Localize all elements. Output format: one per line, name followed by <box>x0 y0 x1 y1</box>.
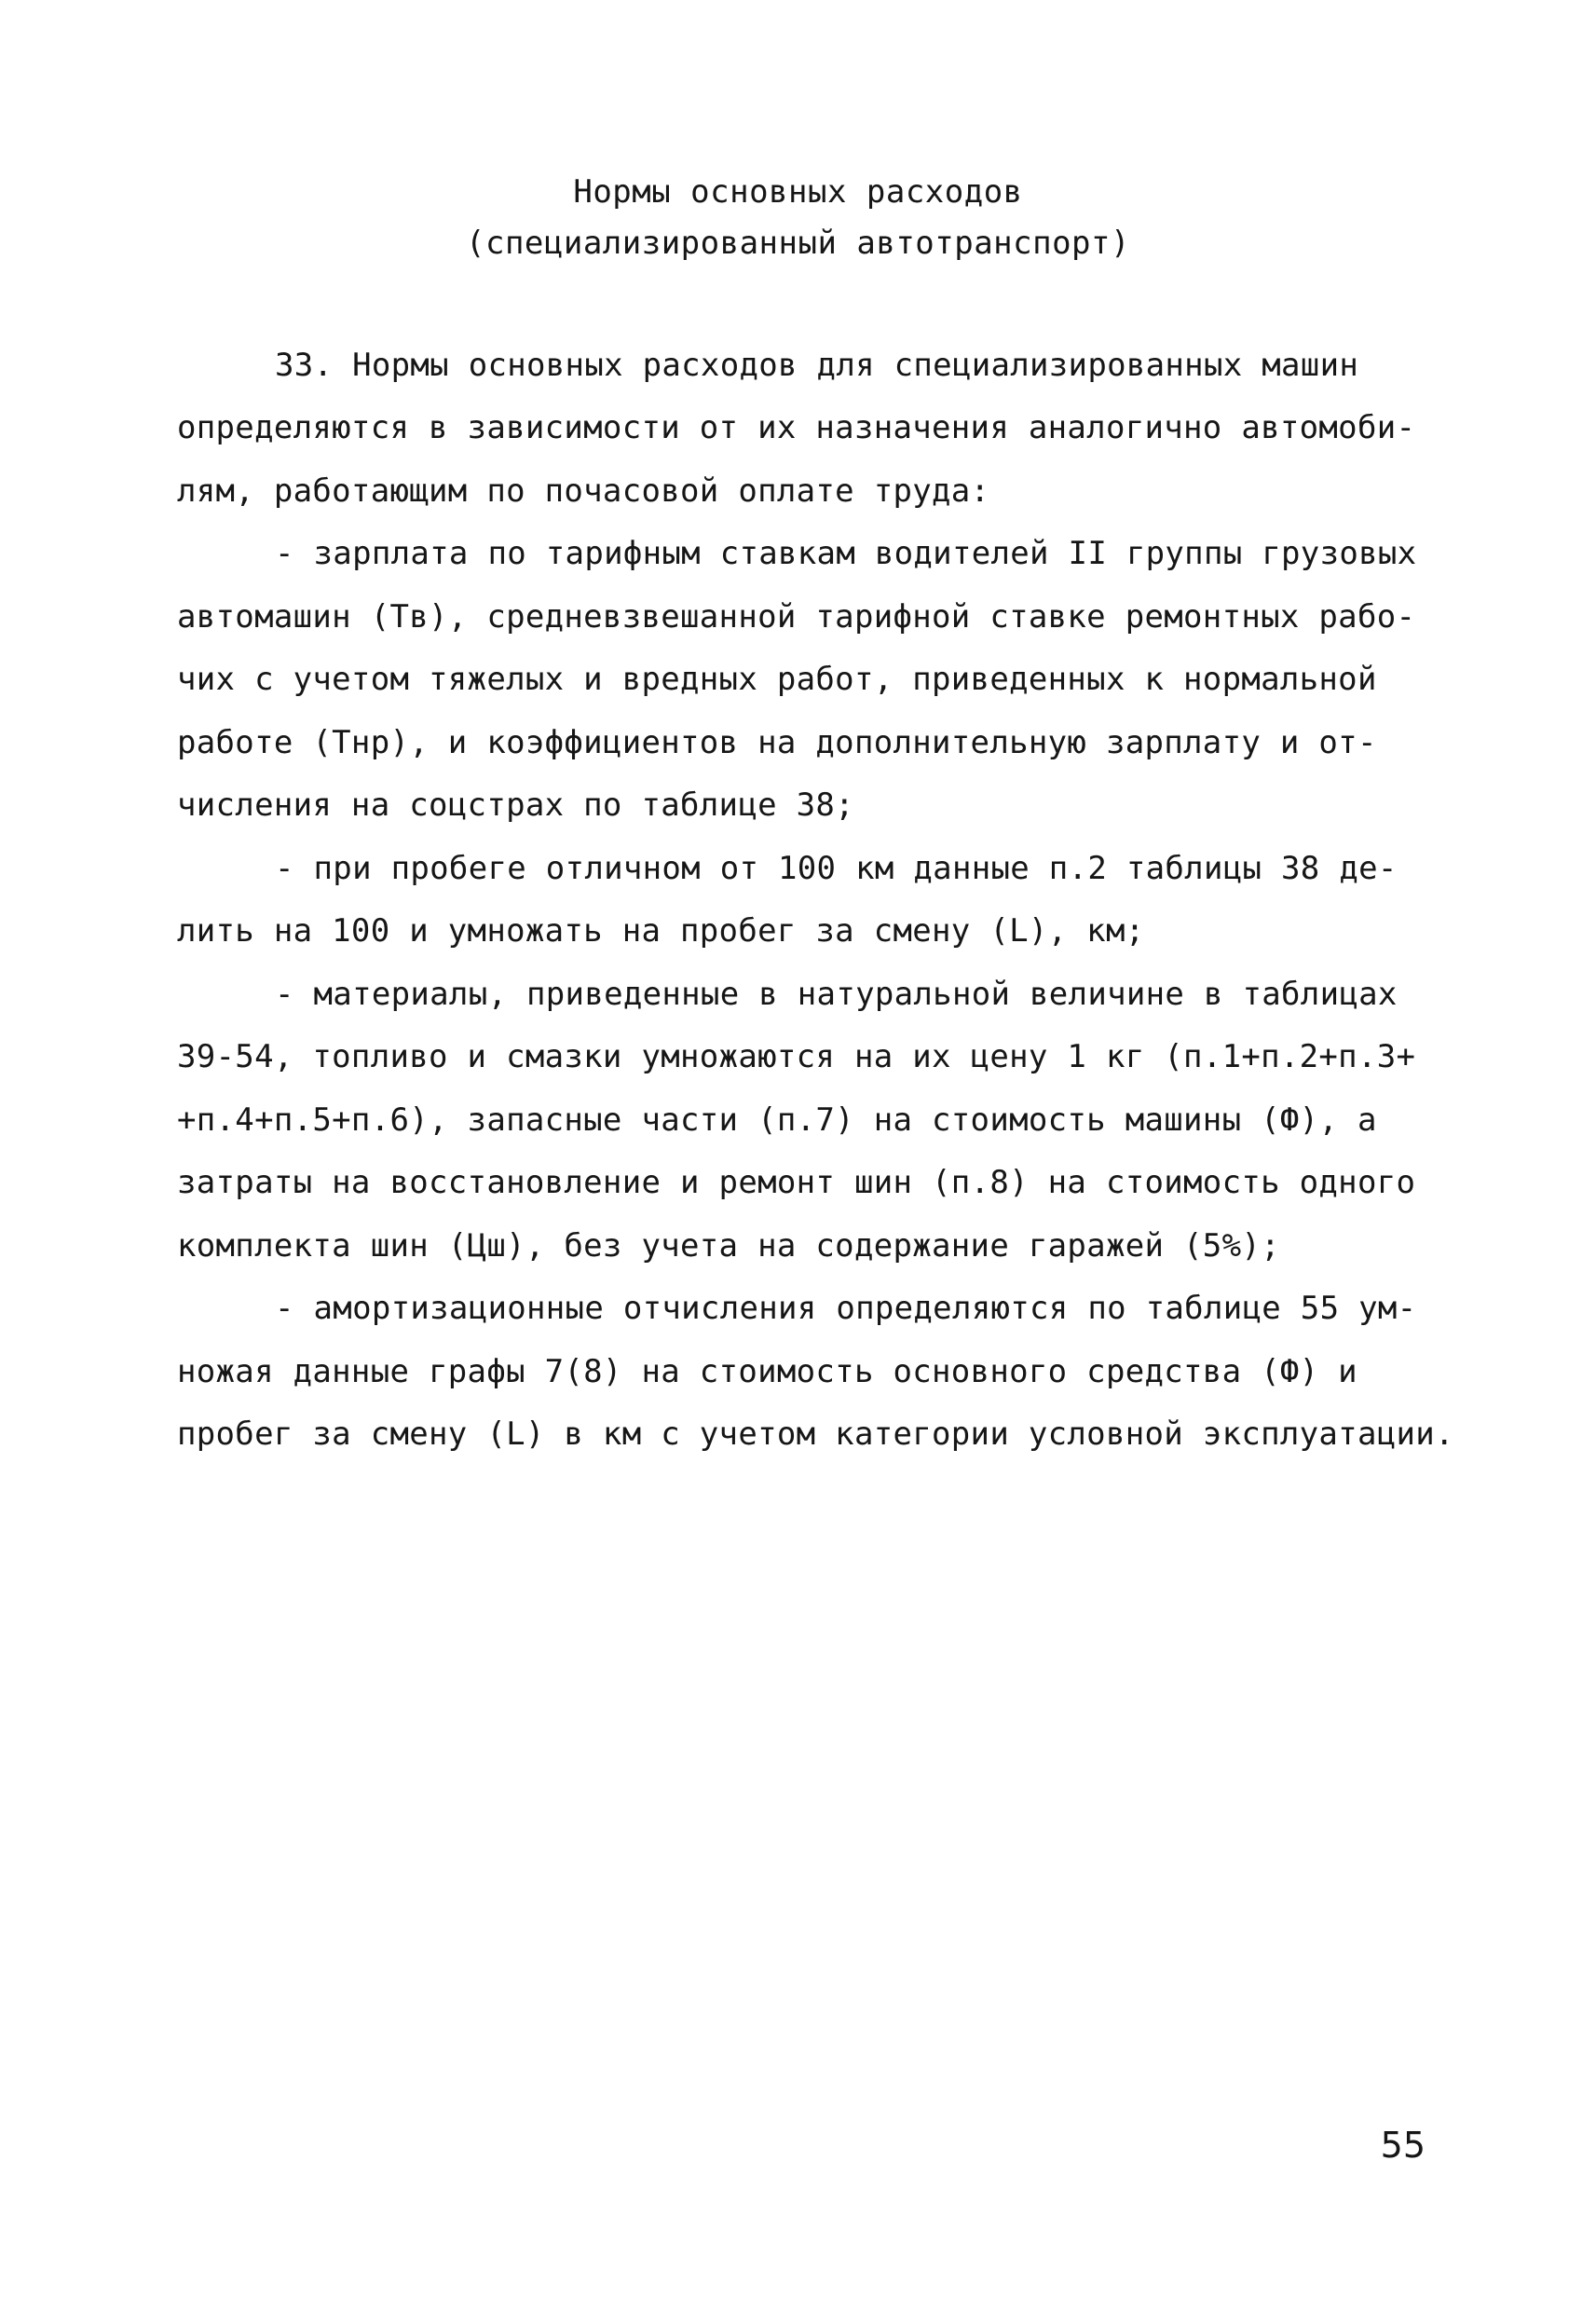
body-line: 33. Нормы основных расходов для специализированных машин <box>275 347 1359 384</box>
body-line: пробег за смену (L) в км с учетом категории условной эксплуатации. <box>177 1415 1454 1453</box>
page-number: 55 <box>1380 2125 1425 2166</box>
body-line: - зарплата по тарифным ставкам водителей II группы грузовых <box>275 535 1417 572</box>
body-line: комплекта шин (Цш), без учета на содержание гаражей (5%); <box>177 1227 1280 1265</box>
body-line: ножая данные графы 7(8) на стоимость основного средства (Ф) и <box>177 1353 1357 1390</box>
body-line: определяются в зависимости от их назначения аналогично автомоби- <box>177 409 1416 446</box>
body-line: числения на соцстрах по таблице 38; <box>177 786 854 824</box>
body-line: затраты на восстановление и ремонт шин (п.8) на стоимость одного <box>177 1164 1416 1201</box>
body-line: +п.4+п.5+п.6), запасные части (п.7) на стоимость машины (Ф), а <box>177 1101 1377 1139</box>
body-line: 39-54, топливо и смазки умножаются на их цену 1 кг (п.1+п.2+п.3+ <box>177 1038 1416 1075</box>
body-line: - амортизационные отчисления определяются по таблице 55 ум- <box>275 1290 1417 1327</box>
body-line: - при пробеге отличном от 100 км данные п.2 таблицы 38 де- <box>275 850 1398 887</box>
body-line: автомашин (Тв), средневзвешанной тарифной ставке ремонтных рабо- <box>177 598 1416 636</box>
body-line: чих с учетом тяжелых и вредных работ, приведенных к нормальной <box>177 661 1377 698</box>
document-subtitle: (специализированный автотранспорт) <box>466 225 1130 262</box>
document-title: Нормы основных расходов <box>573 173 1023 211</box>
body-line: лям, работающим по почасовой оплате труда: <box>177 472 990 510</box>
body-line: - материалы, приведенные в натуральной величине в таблицах <box>275 976 1398 1013</box>
body-line: лить на 100 и умножать на пробег за смену (L), км; <box>177 912 1145 950</box>
body-line: работе (Тнр), и коэффициентов на дополнительную зарплату и от- <box>177 724 1377 761</box>
